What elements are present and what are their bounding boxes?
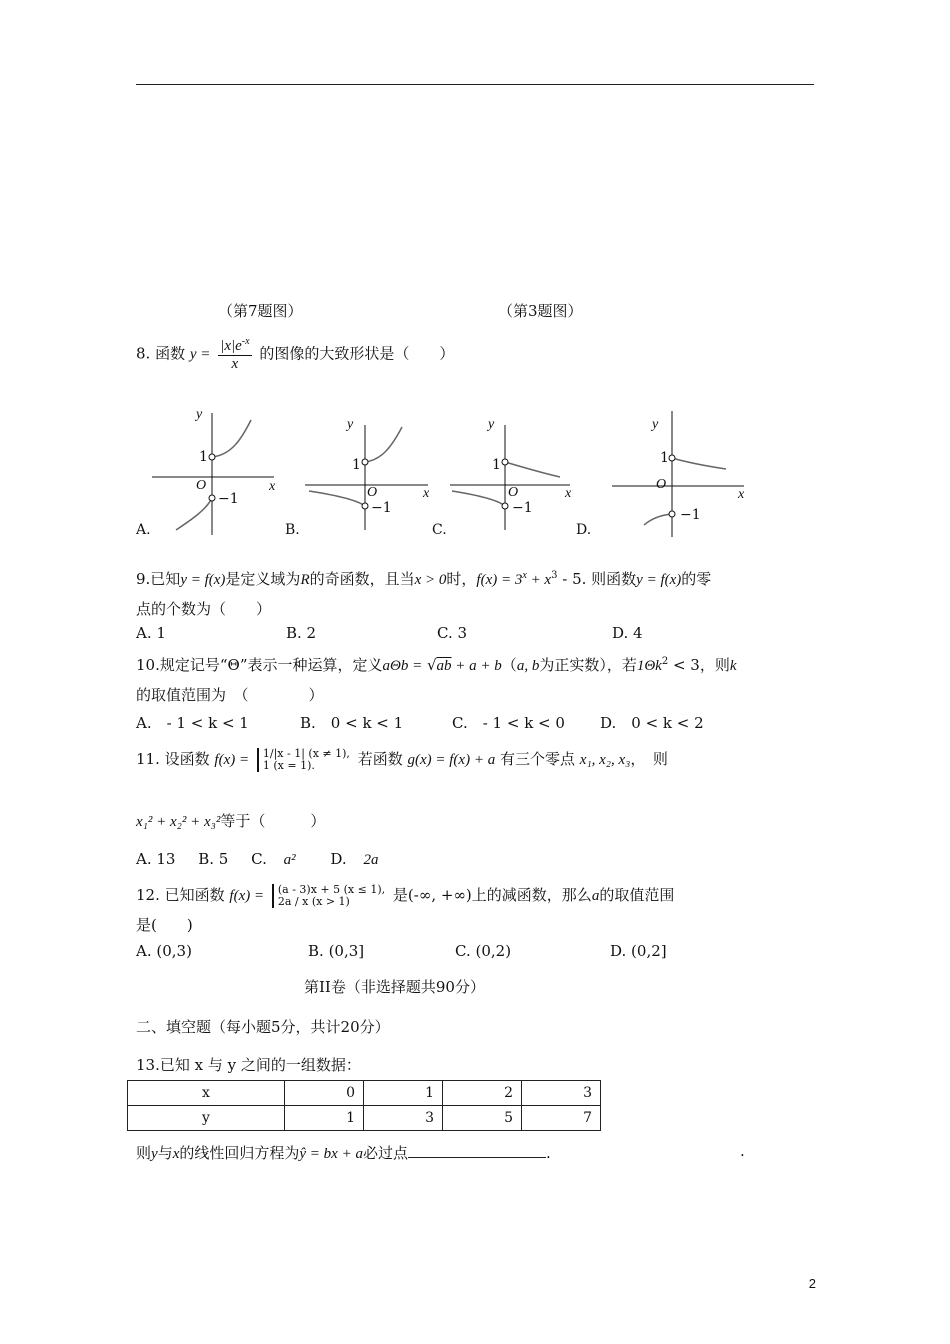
q12-text-a: 12. 已知函数 [136, 886, 225, 904]
q11-option-d-value: 2a [363, 852, 379, 868]
graph-a-y-label: y [196, 407, 203, 422]
q11-text-line2: 等于（ ） [220, 812, 326, 830]
q8-y-eq: y = [189, 346, 211, 363]
q11-option-c-label: C. [251, 850, 267, 868]
q9-text-b: 是定义域为 [225, 570, 301, 588]
graph-c-y-label: y [488, 417, 495, 432]
q11-piece1: 1/|x - 1| (x ≠ 1), [262, 747, 350, 760]
q12-option-a-value: (0,3) [156, 942, 192, 960]
q11-option-d-label: D. [330, 850, 347, 868]
q12-a: a [591, 888, 600, 904]
q12-option-a [136, 942, 192, 960]
q12-text-c: 上的减函数，那么 [471, 886, 592, 904]
graph-c [432, 405, 582, 540]
question-12-line1 [136, 884, 674, 908]
q11-fx: f(x) = [214, 752, 250, 768]
graph-d [576, 405, 751, 540]
graph-a-option: A. [136, 522, 151, 538]
graph-d-tick-neg: −1 [680, 507, 701, 523]
q12-option-d-label: D. [610, 942, 627, 960]
graph-b-option: B. [285, 522, 300, 538]
table-cell: 7 [522, 1106, 601, 1131]
graph-a [136, 405, 286, 540]
q12-piecewise [272, 884, 385, 908]
graph-d-y-label: y [652, 417, 659, 432]
q13-text-d: 必过点 [362, 1144, 408, 1162]
graph-a-svg [136, 405, 286, 540]
q12-option-d-value: (0,2] [631, 942, 667, 960]
q10-ineq: 1Θk [636, 658, 662, 674]
graph-d-svg [576, 405, 751, 540]
q10-ab: a, b [516, 658, 540, 674]
q13-text-f: . [740, 1142, 745, 1160]
q12-option-b-value: (0,3] [328, 942, 365, 960]
q12-text-b: 是 [392, 886, 408, 904]
q12-option-b [308, 942, 364, 960]
q13-text-b: 与 [157, 1144, 173, 1162]
table-row [128, 1106, 601, 1131]
q10-k: k [729, 658, 737, 674]
question-10-line2: 的取值范围为 （ ） [136, 686, 324, 704]
graph-d-tick-pos: 1 [660, 450, 669, 466]
table-row [128, 1081, 601, 1106]
question-10-line1: 10.规定记号“Θ”表示一种运算，定义aΘb = √ab + a + b（a, b为正实数），若$1\Theta k^2 < 3$，则k [136, 656, 737, 674]
q13-data-table [127, 1080, 601, 1131]
q10-sqrt: ab [436, 658, 452, 674]
graph-a-origin: O [196, 478, 207, 493]
question-11-line1 [136, 748, 668, 772]
caption-fig7: （第7题图） [218, 302, 303, 320]
q9-text-f: 的零 [681, 570, 712, 588]
q12-piece1: (a - 3)x + 5 (x ≤ 1), [277, 883, 386, 896]
q9-plus-x: + x [526, 572, 552, 588]
q11-option-a: A. 13 [136, 850, 176, 868]
q9-option-a: A. 1 [136, 624, 166, 642]
header-rule [136, 84, 814, 85]
caption-fig3: （第3题图） [498, 302, 583, 320]
q9-text-d: 时， [446, 570, 477, 588]
q10-text-d: ，则 [699, 656, 730, 674]
q8-number: 8. [136, 344, 151, 363]
q8-suffix: 的图像的大致形状是（ ） [259, 344, 455, 363]
q12-text-d: 的取值范围 [599, 886, 675, 904]
q10-option-c: C. - 1 < k < 0 [452, 714, 565, 732]
table-cell: 3 [364, 1106, 443, 1131]
q12-interval: (-∞, +∞) [407, 886, 472, 904]
q10-text-b: （ [501, 656, 517, 674]
q11-option-c-value: a² [283, 852, 296, 868]
graph-c-tick-neg: −1 [512, 500, 533, 516]
q12-option-d [610, 942, 667, 960]
question-12-line2: 是( ) [136, 916, 193, 934]
q13-y: y [151, 1146, 158, 1162]
graph-b-y-label: y [347, 417, 354, 432]
q11-text-d: ， 则 [630, 750, 668, 768]
graph-c-option: C. [432, 522, 447, 538]
q13-text-c: 的线性回归方程为 [179, 1144, 300, 1162]
q9-fx1: y = f(x) [180, 572, 226, 588]
q9-option-d: D. 4 [612, 624, 643, 642]
q12-option-b-label: B. [308, 942, 324, 960]
q12-piece2: 2a / x (x > 1) [277, 895, 350, 908]
graph-b-svg [285, 405, 440, 540]
q12-option-c-label: C. [455, 942, 471, 960]
q13-answer-blank [408, 1145, 546, 1158]
table-cell-y-label: y [128, 1106, 285, 1131]
q10-exp2: 2 [661, 656, 669, 667]
q10-def-lhs: aΘb = [382, 658, 423, 674]
q11-options [136, 850, 378, 869]
fill-in-heading: 二、填空题（每小题5分，共计20分） [136, 1018, 390, 1036]
q8-frac-num: |x|e [220, 338, 242, 354]
table-cell: 0 [285, 1081, 364, 1106]
question-8 [136, 336, 454, 373]
q10-ineq2: < 3 [668, 656, 700, 674]
q9-cond: x > 0 [414, 572, 447, 588]
q11-text-b: 若函数 [357, 750, 403, 768]
graph-b-x-label: x [423, 486, 430, 501]
q13-text-e: . [545, 1144, 551, 1162]
graph-c-tick-pos: 1 [492, 457, 501, 473]
table-cell: 3 [522, 1081, 601, 1106]
question-11-line2 [136, 810, 325, 831]
q10-text-a: 10.规定记号“Θ”表示一种运算，定义 [136, 656, 383, 674]
graph-a-x-label: x [269, 479, 276, 494]
question-13-line1: 13.已知 x 与 y 之间的一组数据： [136, 1056, 361, 1074]
graph-c-x-label: x [565, 486, 572, 501]
table-cell: 1 [285, 1106, 364, 1131]
q10-def-rhs: + a + b [451, 658, 502, 674]
question-9-line1 [136, 568, 711, 589]
q8-frac-exp: -x [241, 336, 250, 347]
q11-option-b: B. 5 [198, 850, 229, 868]
question-13-line2 [136, 1142, 551, 1163]
table-cell-x-label: x [128, 1081, 285, 1106]
table-cell: 1 [364, 1081, 443, 1106]
q8-prefix: 函数 [155, 344, 186, 363]
q9-R: R [300, 572, 310, 588]
q9-text-a: 9.已知 [136, 570, 181, 588]
graph-b-tick-neg: −1 [371, 500, 392, 516]
q11-piece2: 1 (x = 1). [262, 759, 315, 772]
q11-piecewise [257, 748, 350, 772]
q9-option-c: C. 3 [437, 624, 468, 642]
page-number: 2 [808, 1276, 816, 1291]
q12-option-c [455, 942, 511, 960]
table-cell: 2 [443, 1081, 522, 1106]
q9-fx2: f(x) = 3 [476, 572, 523, 588]
q12-fx: f(x) = [229, 888, 265, 904]
graph-a-tick-neg: −1 [218, 491, 239, 507]
q9-text-e: . 则函数 [581, 570, 637, 588]
q11-expr: x₁² + x₂² + x₃² [136, 814, 221, 830]
q9-exp-x: x [522, 570, 527, 581]
q10-option-d: D. 0 < k < 2 [600, 714, 704, 732]
q13-eq: ŷ = bx + a [299, 1146, 363, 1162]
q11-text-a: 11. 设函数 [136, 750, 210, 768]
graph-b [285, 405, 440, 540]
graph-d-origin: O [656, 477, 667, 492]
question-9-line2: 点的个数为（ ） [136, 600, 272, 618]
graph-a-tick-pos: 1 [199, 449, 208, 465]
q12-option-a-label: A. [136, 942, 152, 960]
graph-b-origin: O [367, 485, 378, 500]
q9-option-b: B. 2 [286, 624, 317, 642]
q8-frac-den: x [231, 356, 239, 372]
q11-roots: x₁, x₂, x₃ [579, 752, 631, 768]
q8-fraction [218, 336, 251, 373]
q10-text-c: 为正实数），若 [539, 656, 637, 674]
q12-option-c-value: (0,2) [475, 942, 512, 960]
q11-gx: g(x) = f(x) + a [407, 752, 496, 768]
q10-option-b: B. 0 < k < 1 [300, 714, 404, 732]
table-cell: 5 [443, 1106, 522, 1131]
graph-b-tick-pos: 1 [352, 457, 361, 473]
q13-x: x [172, 1146, 180, 1162]
graph-c-origin: O [508, 485, 519, 500]
graph-d-x-label: x [738, 487, 745, 502]
q10-option-a: A. - 1 < k < 1 [136, 714, 249, 732]
graph-c-svg [432, 405, 582, 540]
q9-fx3: y = f(x) [636, 572, 682, 588]
q9-exp-3: 3 [551, 570, 558, 581]
q11-text-c: 有三个零点 [499, 750, 575, 768]
section2-title: 第II卷（非选择题共90分） [304, 978, 485, 996]
q9-minus5: - 5 [557, 570, 582, 588]
q13-text-a: 则 [136, 1144, 152, 1162]
q9-text-c: 的奇函数，且当 [309, 570, 415, 588]
graph-d-option: D. [576, 522, 592, 538]
